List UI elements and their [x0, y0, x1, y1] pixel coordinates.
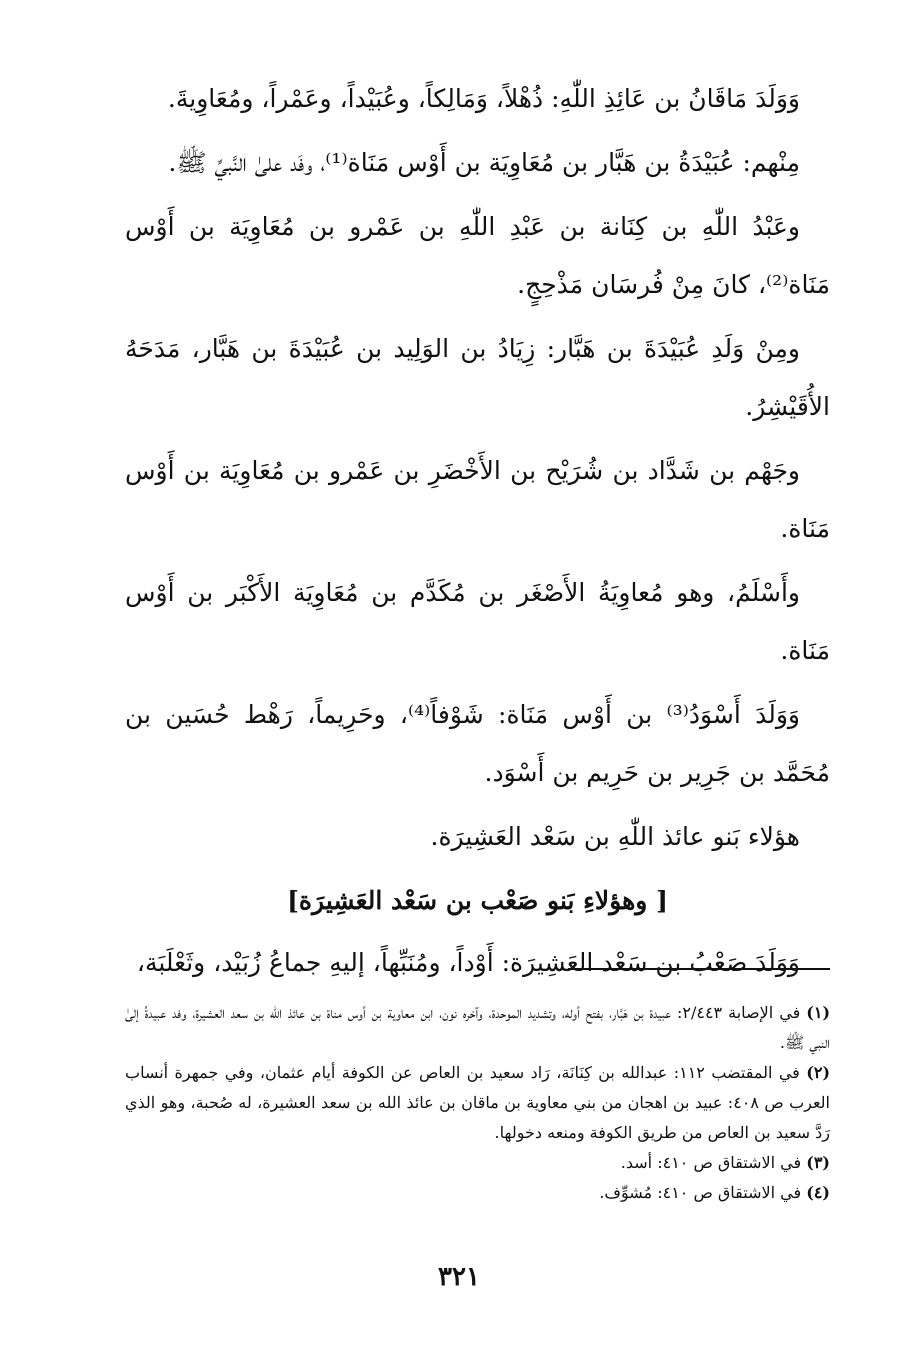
footnote-3	[125, 1148, 830, 1178]
paragraph-5: وجَهْم بن شَدَّاد بن شُرَيْح بن الأَخْضَرِ بن عَمْرو بن مُعَاوِيَة بن أَوْس مَنَاة.	[125, 456, 830, 543]
footnote-text: في الاشتقاق ص ٤١٠: مُشوِّف.	[599, 1183, 802, 1202]
paragraph-4: ومِنْ وَلَدِ عُبَيْدَةَ بن هَبَّار: زِيَادُ بن الوَلِيد بن عُبَيْدَةَ بن هَبَّار، مَدَحَهُ الأُقَيْشِرُ.	[125, 334, 830, 421]
paragraph-1: وَوَلَدَ مَاقَانُ بن عَائِذِ اللّٰهِ: ذُهْلاً، وَمَالِكاً، وعُبَيْداً، وعَمْراً، ومُعَاوِيةَ.	[167, 84, 800, 113]
footnote-number: (٣)	[806, 1153, 830, 1172]
footnote-number: (٢)	[806, 1063, 831, 1082]
section-heading: [ وهؤلاءِ بَنو صَعْب بن سَعْد العَشِيرَة]	[287, 886, 668, 915]
footnote-4	[125, 1178, 830, 1208]
footnote-1	[125, 998, 830, 1058]
footnote-text: في الاشتقاق ص ٤١٠: أسد.	[620, 1153, 802, 1172]
footnote-number: (١)	[806, 1003, 831, 1022]
paragraph-9: وَوَلَدَ صَعْبُ بن سَعْد العَشِيرَة: أَوْداً، ومُنَبِّهاً، إليهِ جماعُ زُبَيْد، وثَعْلَبَة،	[136, 948, 800, 977]
footnote-2	[125, 1058, 830, 1148]
page-number: ٣٢١	[438, 1262, 480, 1292]
paragraph-2: مِنْهم: عُبَيْدَةُ بن هَبَّار بن مُعَاوِيَة بن أَوْس مَنَاة⁽¹⁾، وفَد علىٰ النَّبيِّ ﷺ.	[168, 148, 800, 177]
paragraph-6: وأَسْلَمُ، وهو مُعاوِيَةُ الأَصْغَر بن مُكَدَّم بن مُعَاوِيَة الأَكْبَر بن أَوْس مَنَاة.	[125, 578, 830, 665]
footnotes	[125, 998, 830, 1208]
paragraph-7: وَوَلَدَ أَسْوَدُ⁽³⁾ بن أَوْس مَنَاة: شَوْفاً⁽⁴⁾، وحَرِيماً، رَهْط حُسَين بن مُحَمَّد بن جَرِير بن حَرِيم بن أَسْوَد.	[125, 700, 830, 787]
main-text	[125, 70, 830, 998]
footnote-text: في المقتضب ١١٢: عبدالله بن كِنَانَة، رَاد سعيد بن العاص عن الكوفة أيام عثمان، وفي جمهرة أنساب العرب ص ٤٠٨: عبيد بن اهجان من بني معاوية بن ماقان بن عائذ الله بن سعد العشيرة، له صُحبة، وهو الذي رَدَّ سعيد بن العاص من طريق الكوفة ومنعه دخولها.	[125, 1063, 831, 1142]
paragraph-3: وعَبْدُ اللّٰهِ بن كِنَانة بن عَبْدِ اللّٰهِ بن عَمْرو بن مُعَاوِيَة بن أَوْس مَنَاة⁽²⁾، كانَ مِنْ فُرسَان مَذْحِجٍ.	[125, 212, 830, 299]
footnote-divider	[568, 968, 830, 970]
paragraph-8: هؤلاء بَنو عائذ اللّٰهِ بن سَعْد العَشِيرَة.	[430, 822, 800, 851]
footnote-number: (٤)	[806, 1183, 830, 1202]
footnote-text: في الإصابة ٢/٤٤٣: عبيدة بن هَبَّار، بفتح أوله، وتشديد الموحدة، وآخره نون، ابن معاوية بن أوس مناة بن عائذ الله بن سعد العشيرة، وفد عبيدةُ إلىٰ النبي ﷺ.	[125, 1003, 830, 1052]
